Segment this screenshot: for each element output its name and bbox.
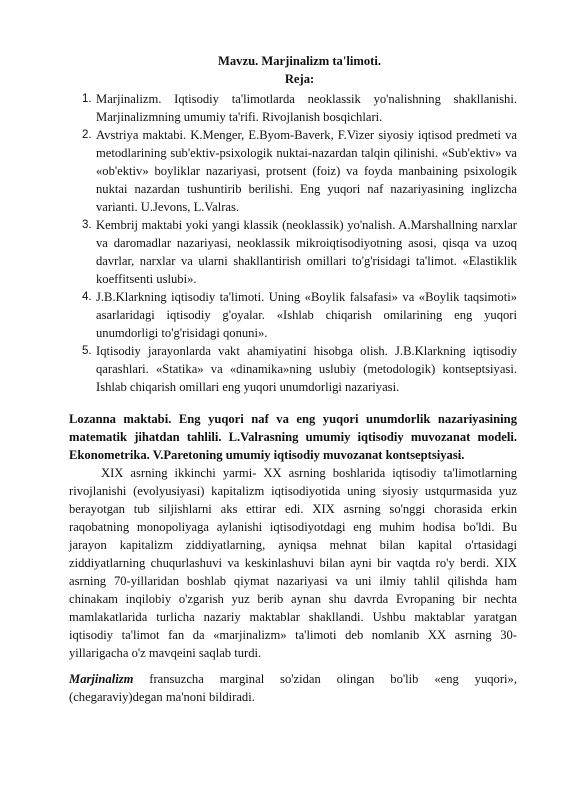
section-heading: Lozanna maktabi. Eng yuqori naf va eng yuqori unumdorlik nazariyasining matematik jihatdan tahlili. L.Valrasning umumiy iqtisodiy muvozanat modeli. Ekonometrika. V.Paretoning umumiy iqtisodiy muvozanat kontseptsiyasi. [69, 412, 517, 462]
definition-term: Marjinalizm [69, 672, 134, 686]
document-title: Mavzu. Marjinalizm ta'limoti. [218, 54, 381, 68]
plan-item-number: 4. [82, 291, 92, 303]
plan-list [82, 90, 517, 396]
plan-item-text: Kembrij maktabi yoki yangi klassik (neoklassik) yo'nalish. A.Marshallning narxlar va daromadlar nazariyasi, neoklassik mikroiqtisodiyotning asosi, qisqa va uzoq davrlar, narxlar va ularni shakllantirish omillari to'g'risidagi ta'limot. «Elastiklik koeffitsenti uslubi». [96, 218, 517, 286]
definition-paragraph [69, 670, 517, 706]
plan-item-number: 2. [82, 129, 92, 141]
body-paragraph: XIX asrning ikkinchi yarmi- XX asrning boshlarida iqtisodiy ta'limotlarning rivojlanishi (evolyusiyasi) kapitalizm iqtisodiyotida uning siyosiy ustqurmasida yuz berayotgan tub siljishlarni aks ettirar edi. XIX asrning so'nggi chorasida erkin raqobatning monopoliyaga aylanishi iqtisodiyotdagi eng muhim hodisa bo'ldi. Bu jarayon kapitalizm ziddiyatlarning, ayniqsa mehnat bilan kapital o'rtasidagi ziddiyatlarning chuqurlashuvi va keskinlashuvi bilan ayni bir vaqtda ro'y berdi. XIX asrning 70-yillaridan boshlab qiymat nazariyasi va uni ilmiy tahlil qilishda ham chinakam inqilobiy o'zgarish yuz berib aynan shu davrda Evropaning bir nechta mamlakatlarida turlicha nazariy maktablar shakllandi. Ushbu maktablar yaratgan iqtisodiy ta'limot fan da «marjinalizm» ta'limoti deb nomlanib XX asrning 30-yillarigacha o'z mavqeini saqlab turdi. [69, 466, 517, 660]
plan-item-text: Marjinalizm. Iqtisodiy ta'limotlarda neoklassik yo'nalishning shakllanishi. Marjinalizmning umumiy ta'rifi. Rivojlanish bosqichlari. [96, 92, 517, 124]
plan-item-number: 5. [82, 345, 92, 357]
plan-item [82, 288, 517, 342]
plan-item [82, 342, 517, 396]
plan-heading: Reja: [284, 72, 315, 86]
plan-item-text: Iqtisodiy jarayonlarda vakt ahamiyatini hisobga olish. J.B.Klarkning iqtisodiy qarashlari. «Statika» va «dinamika»ning uslubiy (metodologik) kontseptsiyasi. Ishlab chiqarish omillari eng yuqori unumdorligi nazariyasi. [96, 344, 517, 394]
plan-item [82, 216, 517, 288]
plan-item-text: Avstriya maktabi. K.Menger, E.Byom-Baverk, F.Vizer siyosiy iqtisod predmeti va metodlarining sub'ektiv-psixologik nuktai-nazardan talqin qilinishi. «Sub'ektiv» va «ob'ektiv» boyliklar nazariyasi, protsent (foiz) va foyda manbaining psixologik nuktai nazardan tushuntirib berilishi. Eng yuqori naf nazariyasining inglizcha varianti. U.Jevons, L.Valras. [96, 128, 517, 214]
plan-item-text: J.B.Klarkning iqtisodiy ta'limoti. Uning «Boylik falsafasi» va «Boylik taqsimoti» asarlaridagi iqtisodiy g'oyalar. «Ishlab chiqarish omilarining eng yuqori unumdorligi to'g'risidagi qonuni». [96, 290, 517, 340]
plan-item-number: 1. [82, 93, 92, 105]
plan-item [82, 126, 517, 216]
plan-item [82, 90, 517, 126]
plan-item-number: 3. [82, 219, 92, 231]
definition-text: fransuzcha marginal so'zidan olingan bo'lib «eng yuqori», (chegaraviy)degan ma'noni bildiradi. [69, 672, 517, 704]
